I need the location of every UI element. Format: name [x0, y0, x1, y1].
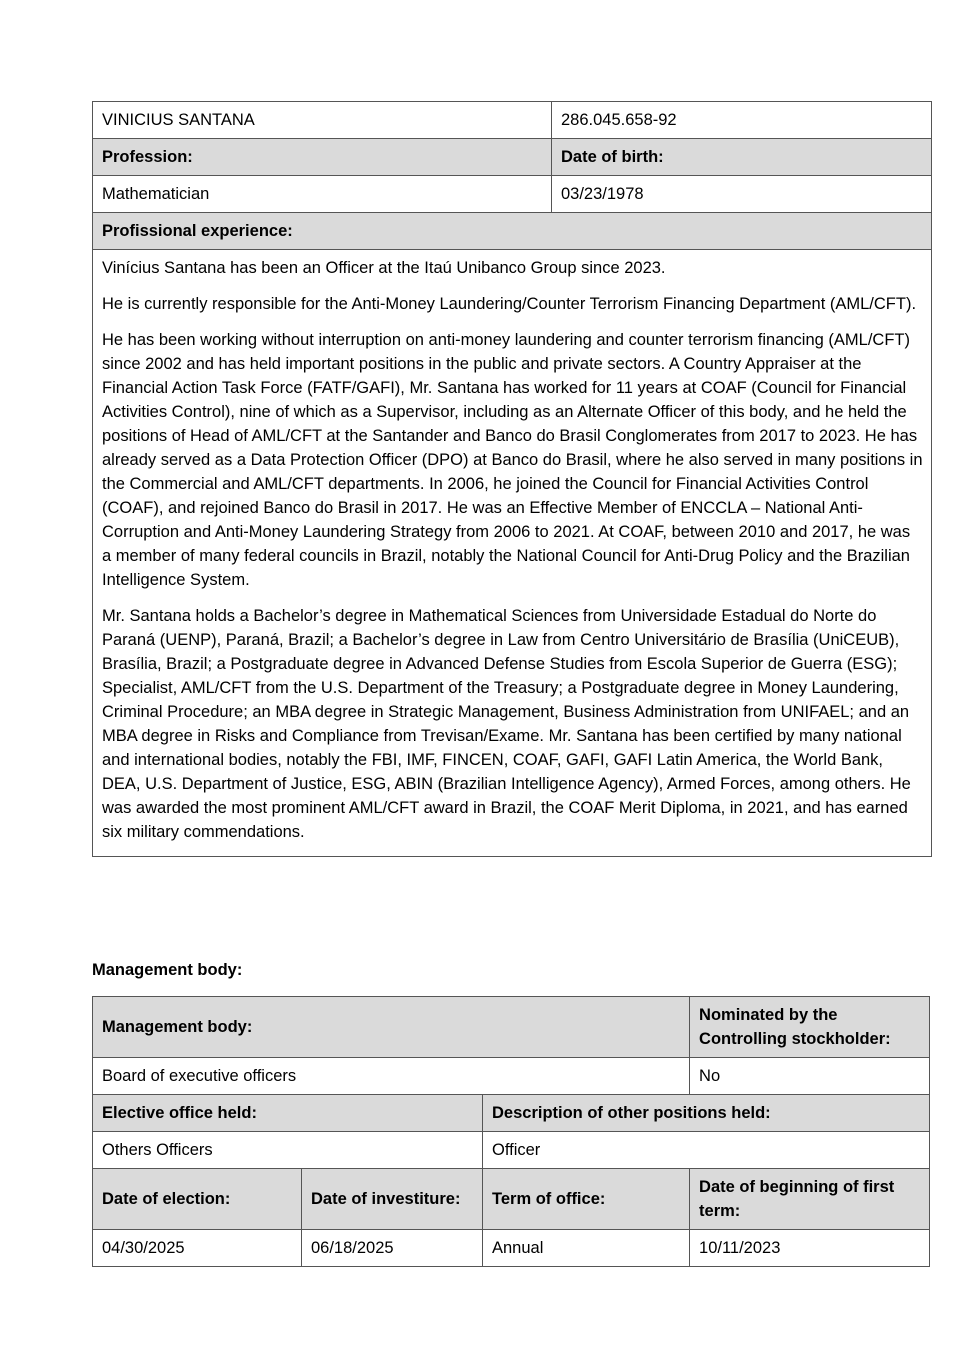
election-date-label: Date of election: [93, 1169, 302, 1230]
experience-paragraph: He has been working without interruption on anti-money laundering and counter terrorism financing (AML/CFT) since 2002 and has held important positions in the public and private sectors. A Country Appraiser at the Financial Action Task Force (FATF/GAFI), Mr. Santana has worked for 11 years at COAF (Council for Financial Activities Control), nine of which as a Supervisor, including as an Alternate Officer of this body, and he held the positions of Head of AML/CFT at the Santander and Banco do Brasil Conglomerates from 2017 to 2023. He has already served as a Data Protection Officer (DPO) at Banco do Brasil, where he also served in many positions in the Commercial and AML/CFT departments. In 2006, he joined the Council for Financial Activities Control (COAF), and rejoined Banco do Brasil in 2017. He was an Effective Member of ENCCLA – National Anti-Corruption and Anti-Money Laundering Strategy from 2006 to 2021. At COAF, between 2010 and 2017, he was a member of many federal councils in Brazil, notably the National Council for Anti-Drug Policy and the Brazilian Intelligence System. [102, 331, 923, 589]
management-body-label: Management body: [93, 997, 690, 1058]
management-section-title: Management body: [92, 961, 243, 979]
profession-label: Profession: [93, 139, 552, 176]
table-row [93, 1230, 930, 1267]
table-row [93, 139, 932, 176]
birth-date-value: 03/23/1978 [552, 176, 932, 213]
person-name: VINICIUS SANTANA [93, 102, 552, 139]
experience-label: Profissional experience: [93, 213, 932, 250]
experience-text [93, 250, 932, 857]
elective-office-value: Others Officers [93, 1132, 483, 1169]
person-info-table [92, 101, 932, 857]
investiture-date-value: 06/18/2025 [302, 1230, 483, 1267]
birth-date-label: Date of birth: [552, 139, 932, 176]
table-row [93, 1169, 930, 1230]
table-row [93, 102, 932, 139]
table-row [93, 250, 932, 857]
other-positions-label: Description of other positions held: [483, 1095, 930, 1132]
first-term-value: 10/11/2023 [690, 1230, 930, 1267]
management-body-value: Board of executive officers [93, 1058, 690, 1095]
table-row [93, 997, 930, 1058]
elective-office-label: Elective office held: [93, 1095, 483, 1132]
experience-paragraph: Vinícius Santana has been an Officer at the Itaú Unibanco Group since 2023. [102, 259, 666, 277]
experience-paragraph: He is currently responsible for the Anti-Money Laundering/Counter Terrorism Financing Department (AML/CFT). [102, 295, 917, 313]
table-row [93, 1095, 930, 1132]
experience-paragraph: Mr. Santana holds a Bachelor’s degree in Mathematical Sciences from Universidade Estadual do Norte do Paraná (UENP), Paraná, Brazil; a Bachelor’s degree in Law from Centro Universitário de Brasília (UniCEUB), Brasília, Brazil; a Postgraduate degree in Advanced Defense Studies from Escola Superior de Guerra (ESG); Specialist, AML/CFT from the U.S. Department of the Treasury; a Postgraduate degree in Money Laundering, Criminal Procedure; an MBA degree in Strategic Management, Business Administration from UNIFAEL; and an MBA degree in Risks and Compliance from Trevisan/Exame. Mr. Santana has been certified by many national and international bodies, notably the FBI, IMF, FINCEN, COAF, GAFI, GAFI Latin America, the World Bank, DEA, U.S. Department of Justice, ESG, ABIN (Brazilian Intelligence Agency), Armed Forces, among others. He was awarded the most prominent AML/CFT award in Brazil, the COAF Merit Diploma, in 2021, and has earned six military commendations. [102, 607, 911, 841]
term-value: Annual [483, 1230, 690, 1267]
table-row [93, 1058, 930, 1095]
person-id-number: 286.045.658-92 [552, 102, 932, 139]
first-term-label: Date of beginning of first term: [690, 1169, 930, 1230]
election-date-value: 04/30/2025 [93, 1230, 302, 1267]
nominated-label: Nominated by the Controlling stockholder: [690, 997, 930, 1058]
table-row [93, 1132, 930, 1169]
term-label: Term of office: [483, 1169, 690, 1230]
nominated-value: No [690, 1058, 930, 1095]
management-table [92, 996, 930, 1267]
profession-value: Mathematician [93, 176, 552, 213]
table-row [93, 213, 932, 250]
other-positions-value: Officer [483, 1132, 930, 1169]
investiture-date-label: Date of investiture: [302, 1169, 483, 1230]
table-row [93, 176, 932, 213]
